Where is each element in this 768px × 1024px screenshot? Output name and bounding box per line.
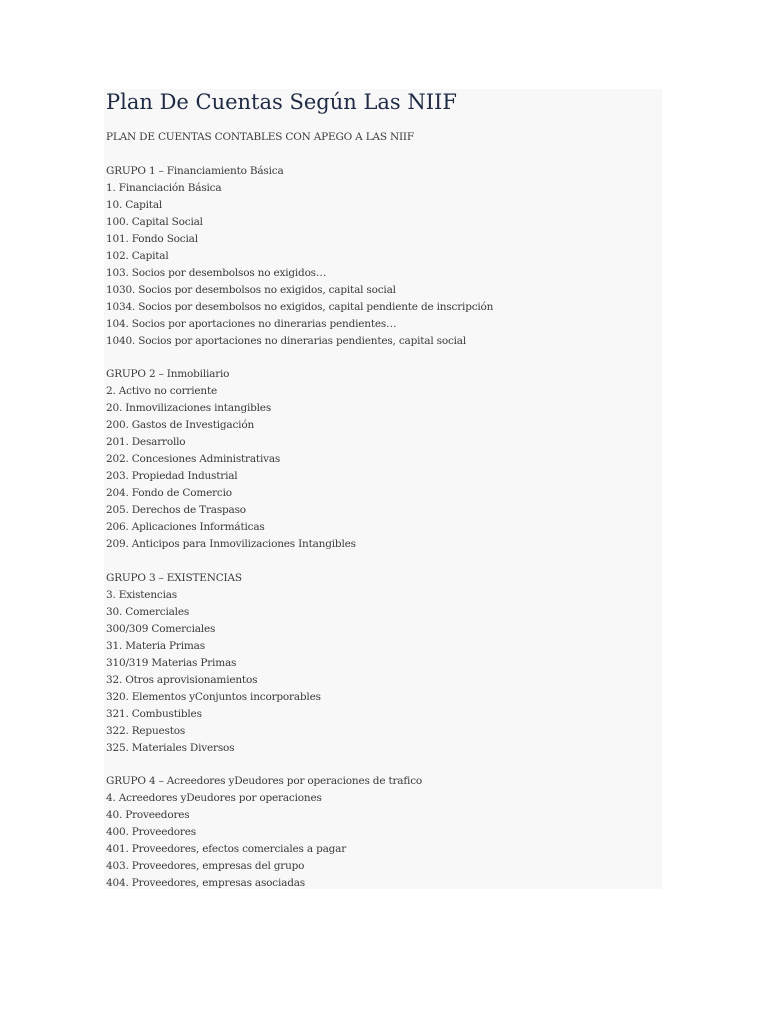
- account-line: 31. Materia Primas: [106, 640, 205, 652]
- account-group-1: [106, 163, 646, 350]
- account-line: 100. Capital Social: [106, 216, 203, 228]
- account-line: 400. Proveedores: [106, 826, 196, 838]
- account-line: 300/309 Comerciales: [106, 623, 216, 635]
- account-line: 10. Capital: [106, 199, 163, 211]
- account-line: 321. Combustibles: [106, 708, 202, 720]
- account-line: 200. Gastos de Investigación: [106, 419, 255, 431]
- account-group-2: [106, 366, 646, 553]
- account-line: 320. Elementos yConjuntos incorporables: [106, 691, 321, 703]
- account-line: 325. Materiales Diversos: [106, 742, 235, 754]
- account-line: 1030. Socios por desembolsos no exigidos, capital social: [106, 284, 396, 296]
- account-line: 2. Activo no corriente: [106, 385, 218, 397]
- account-line: 404. Proveedores, empresas asociadas: [106, 877, 305, 889]
- account-line: 1. Financiación Básica: [106, 182, 222, 194]
- account-line: 103. Socios por desembolsos no exigidos…: [106, 267, 327, 279]
- account-line: 403. Proveedores, empresas del grupo: [106, 860, 305, 872]
- account-line: 102. Capital: [106, 250, 169, 262]
- account-line: 322. Repuestos: [106, 725, 186, 737]
- account-line: 204. Fondo de Comercio: [106, 487, 232, 499]
- account-line: 206. Aplicaciones Informáticas: [106, 521, 265, 533]
- account-line: 101. Fondo Social: [106, 233, 198, 245]
- group-heading: GRUPO 4 – Acreedores yDeudores por operaciones de trafico: [106, 775, 423, 787]
- group-heading: GRUPO 3 – EXISTENCIAS: [106, 572, 242, 584]
- account-line: 209. Anticipos para Inmovilizaciones Intangibles: [106, 538, 356, 550]
- account-line: 3. Existencias: [106, 589, 177, 601]
- account-line: 401. Proveedores, efectos comerciales a pagar: [106, 843, 347, 855]
- account-line: 104. Socios por aportaciones no dinerarias pendientes…: [106, 318, 397, 330]
- account-line: 202. Concesiones Administrativas: [106, 453, 281, 465]
- document-subtitle: PLAN DE CUENTAS CONTABLES CON APEGO A LAS NIIF: [106, 131, 414, 143]
- group-heading: GRUPO 1 – Financiamiento Básica: [106, 165, 284, 177]
- account-group-3: [106, 570, 646, 757]
- account-line: 32. Otros aprovisionamientos: [106, 674, 258, 686]
- account-line: 20. Inmovilizaciones intangibles: [106, 402, 272, 414]
- account-line: 30. Comerciales: [106, 606, 190, 618]
- account-line: 40. Proveedores: [106, 809, 190, 821]
- group-heading: GRUPO 2 – Inmobiliario: [106, 368, 230, 380]
- account-line: 310/319 Materias Primas: [106, 657, 237, 669]
- account-line: 203. Propiedad Industrial: [106, 470, 238, 482]
- account-line: 1040. Socios por aportaciones no dinerarias pendientes, capital social: [106, 335, 466, 347]
- account-line: 1034. Socios por desembolsos no exigidos, capital pendiente de inscripción: [106, 301, 494, 313]
- account-group-4: [106, 773, 646, 892]
- account-line: 201. Desarrollo: [106, 436, 186, 448]
- account-line: 4. Acreedores yDeudores por operaciones: [106, 792, 322, 804]
- page-title: Plan De Cuentas Según Las NIIF: [106, 90, 457, 114]
- account-line: 205. Derechos de Traspaso: [106, 504, 246, 516]
